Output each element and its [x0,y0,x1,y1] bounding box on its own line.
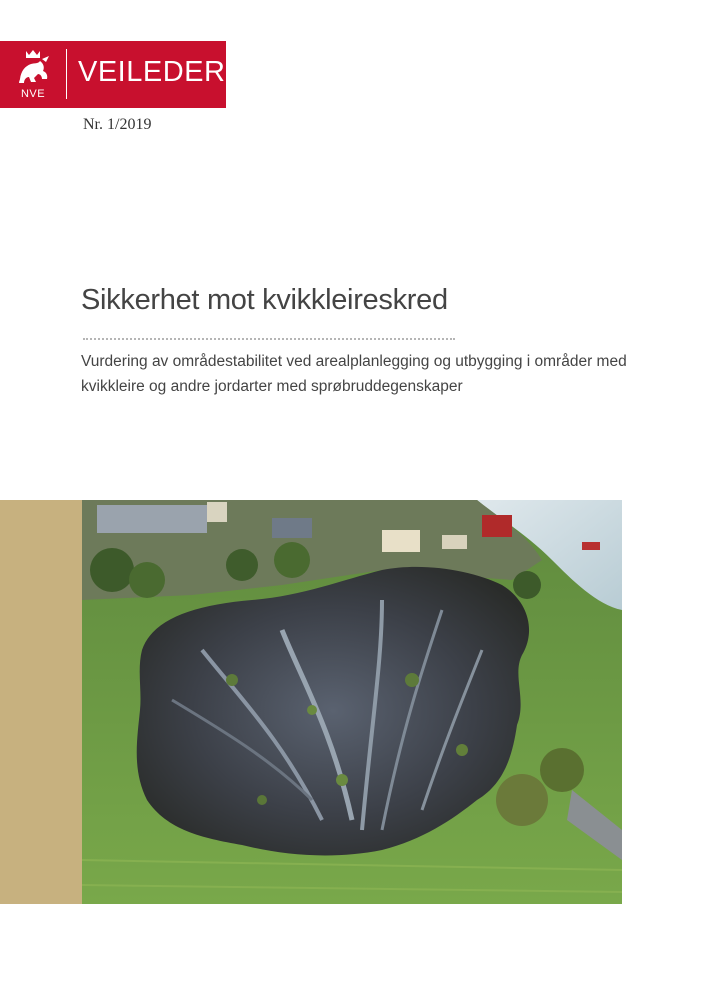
subtitle-line-1: Vurdering av områdestabilitet ved arealplanlegging og utbygging i områder med [81,353,627,370]
nve-lion-emblem-icon [12,47,54,89]
cover-photo-landslide [82,500,622,904]
logo-org-text: NVE [20,88,46,100]
logo-divider [66,49,67,99]
issue-number: Nr. 1/2019 [83,116,152,133]
subtitle-line-2: kvikkleire og andre jordarter med sprøbruddegenskaper [81,378,463,395]
page-title: Sikkerhet mot kvikkleireskred [81,284,448,316]
accent-band [0,500,82,904]
logo-series-text: VEILEDER [78,56,226,88]
dotted-divider [83,338,455,340]
nve-veileder-logo [0,41,226,108]
page-subtitle [81,349,681,399]
